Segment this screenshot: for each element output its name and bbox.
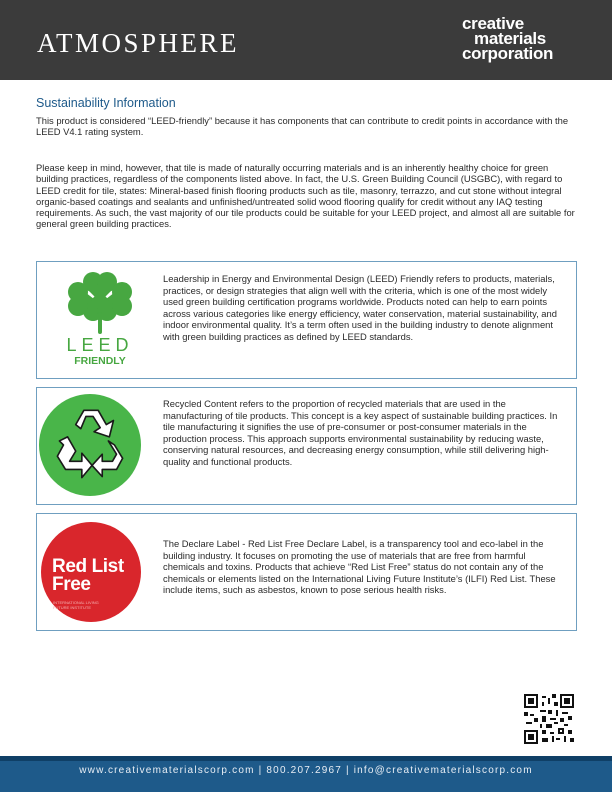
red-list-logo-line2: Free <box>52 574 91 595</box>
red-list-card <box>36 513 577 631</box>
company-logo <box>462 16 553 61</box>
red-list-logo-line1: Red List <box>52 556 124 577</box>
leed-description: Leadership in Energy and Environmental Design (LEED) Friendly refers to products, materials, practices, or design strategies that align well with the criteria, which is one of the most widely used green building certification programs worldwide. Products noted can help to earn points across various categories like energy efficiency, water conservation, material sustainability, and indoor environmental quality. It’s a term often used in the building industry to denote alignment with green building practices as defined by LEED standards. <box>163 273 557 342</box>
recycle-icon <box>39 394 141 496</box>
page-header <box>0 0 612 80</box>
leed-logo-sub: FRIENDLY <box>74 355 126 367</box>
company-line-3: corporation <box>462 44 554 63</box>
intro-paragraph: This product is considered “LEED-friendly” because it has components that can contribute to credit points in accordance with the LEED V4.1 rating system. <box>36 115 569 138</box>
company-line-1: creative <box>462 14 524 33</box>
brand-title: ATMOSPHERE <box>37 28 240 58</box>
detail-paragraph: Please keep in mind, however, that tile is made of naturally occurring materials and is an inherently healthy choice for green building practices, regardless of the components listed above. In fact, the U.S. Green Building Council (USGBC), with regard to LEED credit for tile, states: Mineral-based finish flooring products such as tile, masonry, terrazzo, and cut stone without integral organic-based coatings and sealants and unfinished/untreated solid wood flooring qualify for credit without any IAQ testing requirements. As such, the vast majority of our tile products could be suitable for your LEED project, and almost all are suitable for general green building practices. <box>36 162 575 230</box>
leed-friendly-logo <box>65 268 135 372</box>
company-line-2: materials <box>474 29 546 48</box>
recycled-description: Recycled Content refers to the proportion of recycled materials that are used in the manufacturing of tile products. This concept is a key aspect of sustainable building practices. In tile manufacturing it signifies the use of pre-consumer or post-consumer materials in the production process. This approach supports environmental sustainability by reducing waste, conserving natural resources, and decreasing energy consumption, while still delivering high-quality and functional products. <box>163 398 558 467</box>
leed-card <box>36 261 577 379</box>
footer-band <box>0 756 612 761</box>
red-list-free-logo <box>41 522 141 622</box>
red-list-logo-text <box>52 558 124 594</box>
recycle-logo <box>39 394 141 496</box>
recycled-card <box>36 387 577 505</box>
section-title: Sustainability Information <box>36 96 176 110</box>
leed-logo-word: LEED <box>66 335 134 355</box>
page-footer <box>0 756 612 792</box>
footer-contact: www.creativematerialscorp.com | 800.207.2967 | info@creativematerialscorp.com <box>79 765 533 776</box>
qr-code-icon[interactable] <box>524 694 574 744</box>
red-list-logo-small: INTERNATIONAL LIVING FUTURE INSTITUTE <box>53 600 99 610</box>
red-list-description: The Declare Label - Red List Free Declare Label, is a transparency tool and eco-label in the building industry. It focuses on promoting the use of materials that are free from harmful chemicals and toxins. Products that achieve “Red List Free” status do not contain any of the chemicals or elements listed on the International Living Future Institute’s (ILFI) Red List. These include items, such as asbestos, known to pose serious health risks. <box>163 538 556 595</box>
clover-icon <box>65 268 135 336</box>
